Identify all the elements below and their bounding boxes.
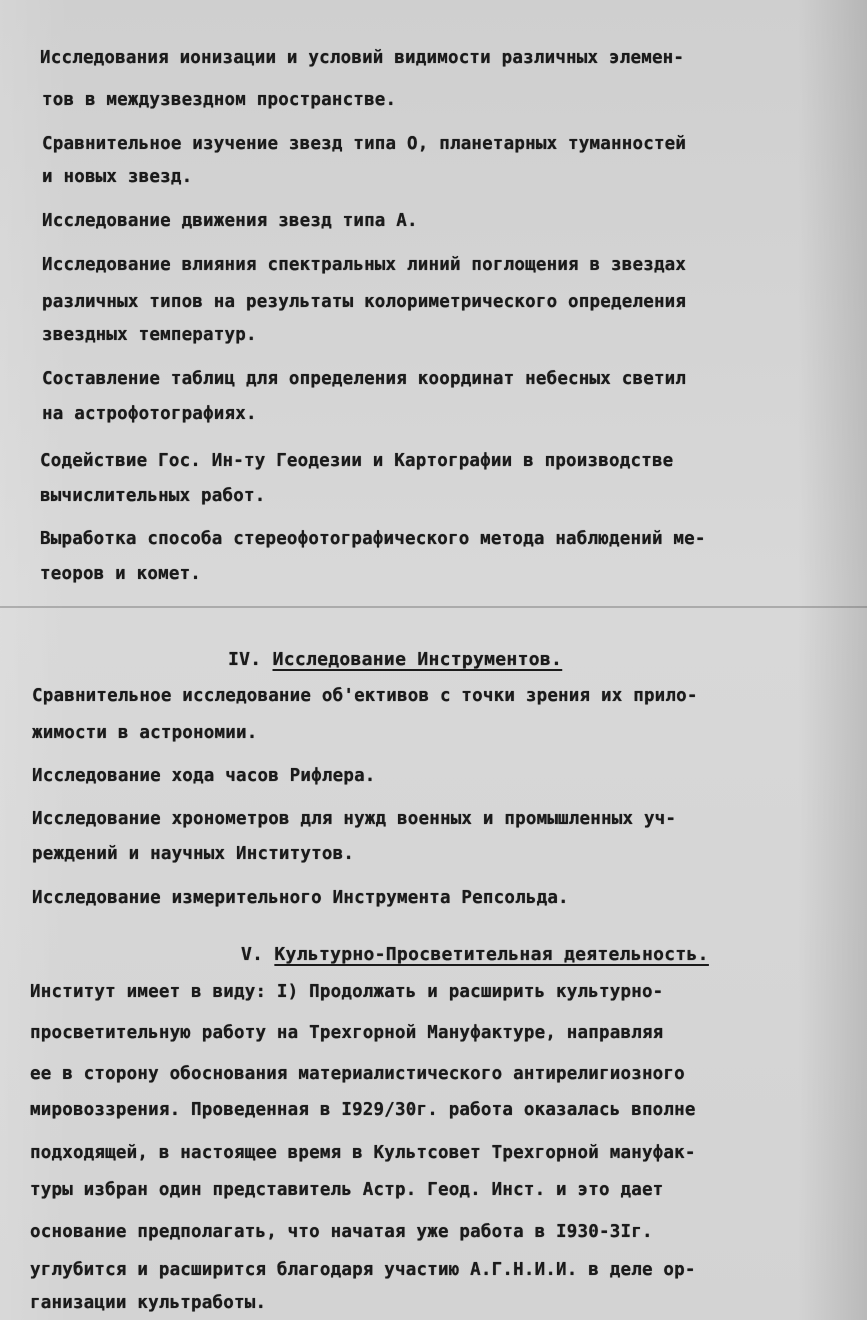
section-heading-v xyxy=(241,945,709,965)
text-line: Выработка способа стереофотографического метода наблюдений ме- xyxy=(40,529,706,549)
section-title: Исследование Инструментов. xyxy=(272,649,563,670)
text-line: и новых звезд. xyxy=(42,167,193,187)
text-line: основание предполагать, что начатая уже работа в I930-3Iг. xyxy=(30,1222,653,1242)
text-line: теоров и комет. xyxy=(40,564,202,584)
text-line: жимости в астрономии. xyxy=(32,723,258,743)
text-line: ганизации культработы. xyxy=(30,1293,267,1313)
section-number: V. xyxy=(241,944,264,965)
text-line: реждений и научных Институтов. xyxy=(32,844,355,864)
text-line: углубится и расширится благодаря участию А.Г.Н.И.И. в деле ор- xyxy=(30,1260,696,1280)
text-line: вычислительных работ. xyxy=(40,486,266,506)
text-line: Исследования ионизации и условий видимости различных элемен- xyxy=(40,48,685,68)
paper-fold-line xyxy=(0,606,867,608)
text-line: Сравнительное изучение звезд типа О, планетарных туманностей xyxy=(42,134,687,154)
text-line: мировоззрения. Проведенная в I929/30г. работа оказалась вполне xyxy=(30,1100,696,1120)
text-line: просветительную работу на Трехгорной Мануфактуре, направляя xyxy=(30,1023,664,1043)
text-line: звездных температур. xyxy=(42,325,257,345)
text-line: туры избран один представитель Астр. Геод. Инст. и это дает xyxy=(30,1180,664,1200)
text-line: Институт имеет в виду: I) Продолжать и расширить культурно- xyxy=(30,982,664,1002)
text-line: тов в междузвездном пространстве. xyxy=(42,90,397,110)
text-line: Исследование движения звезд типа А. xyxy=(42,211,418,231)
text-line: Исследование хода часов Рифлера. xyxy=(32,766,376,786)
section-title: Культурно-Просветительная деятельность. xyxy=(274,944,709,965)
section-heading-iv xyxy=(228,650,562,670)
text-line: Составление таблиц для определения координат небесных светил xyxy=(42,369,687,389)
text-line: Исследование хронометров для нужд военных и промышленных уч- xyxy=(32,809,677,829)
text-line: подходящей, в настоящее время в Культсовет Трехгорной мануфак- xyxy=(30,1143,696,1163)
text-line: различных типов на результаты колориметрического определения xyxy=(42,292,687,312)
section-number: IV. xyxy=(228,649,262,670)
text-line: ее в сторону обоснования материалистического антирелигиозного xyxy=(30,1064,685,1084)
text-line: Исследование измерительного Инструмента Репсольда. xyxy=(32,888,569,908)
text-line: Сравнительное исследование об'ективов с точки зрения их прило- xyxy=(32,686,698,706)
text-line: на астрофотографиях. xyxy=(42,404,257,424)
text-line: Исследование влияния спектральных линий поглощения в звездах xyxy=(42,255,687,275)
text-line: Содействие Гос. Ин-ту Геодезии и Картографии в производстве xyxy=(40,451,674,471)
